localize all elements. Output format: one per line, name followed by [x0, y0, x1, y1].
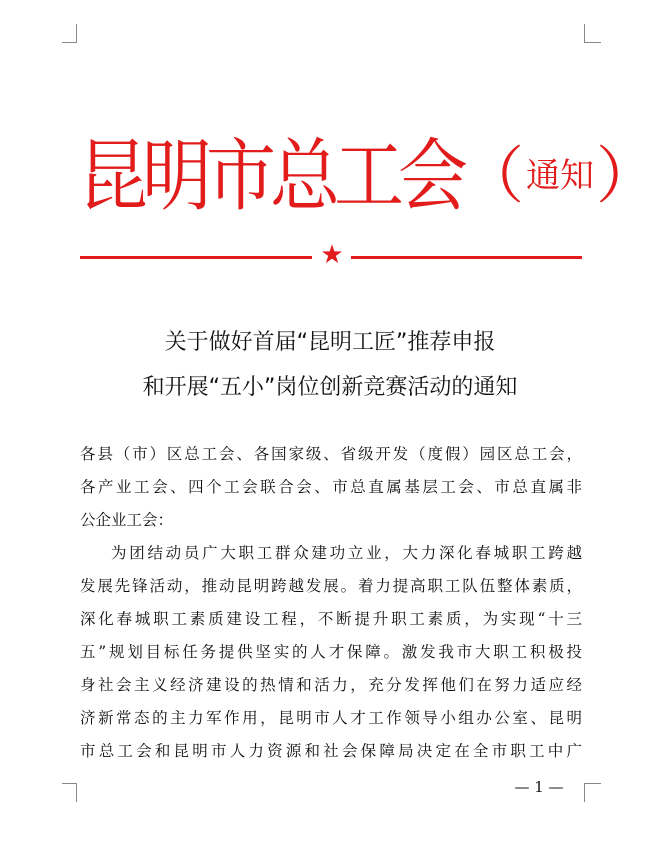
- recipients-line: 各产业工会、四个工会联合会、市总直属基层工会、市总直属非: [80, 478, 582, 496]
- paragraph-line: 发展先锋活动，推动昆明跨越发展。着力提高职工队伍整体素质，: [80, 577, 582, 595]
- notice-label: 通知: [526, 156, 595, 196]
- star-icon: ★: [320, 240, 344, 270]
- organization-name: 昆明市总工会: [78, 130, 462, 222]
- paragraph-line: 为团结动员广大职工群众建功立业，大力深化春城职工跨越: [111, 544, 582, 562]
- paragraph-line: 深化春城职工素质建设工程，不断提升职工素质，为实现“十三: [80, 610, 582, 628]
- masthead-rule-left: [80, 256, 312, 259]
- paren-close: ）: [596, 139, 659, 212]
- document-title-line-1: 关于做好首届“昆明工匠”推荐申报: [164, 330, 496, 355]
- recipients-line: 各县（市）区总工会、各国家级、省级开发（度假）园区总工会，: [80, 445, 582, 463]
- body-paragraph: [80, 537, 582, 768]
- paren-open: （: [462, 139, 525, 212]
- paragraph-line: 身社会主义经济建设的热情和活力，充分发挥他们在努力适应经: [80, 676, 582, 694]
- crop-mark-top-right: [584, 24, 601, 43]
- crop-mark-bottom-right: [584, 783, 601, 802]
- crop-mark-bottom-left: [62, 783, 77, 802]
- paragraph-line: 济新常态的主力军作用，昆明市人才工作领导小组办公室、昆明: [80, 709, 582, 727]
- masthead: [78, 128, 659, 224]
- masthead-rule-right: [351, 256, 582, 259]
- paragraph-line: 五”规划目标任务提供坚实的人才保障。激发我市大职工积极投: [80, 643, 582, 661]
- page-number: — 1 —: [514, 778, 564, 796]
- document-title-line-2: 和开展“五小”岗位创新竞赛活动的通知: [142, 375, 518, 400]
- recipients-block: [80, 438, 582, 537]
- recipients-line: 公企业工会：: [80, 511, 174, 529]
- crop-mark-top-left: [62, 24, 77, 43]
- paragraph-line: 市总工会和昆明市人力资源和社会保障局决定在全市职工中广: [80, 742, 582, 760]
